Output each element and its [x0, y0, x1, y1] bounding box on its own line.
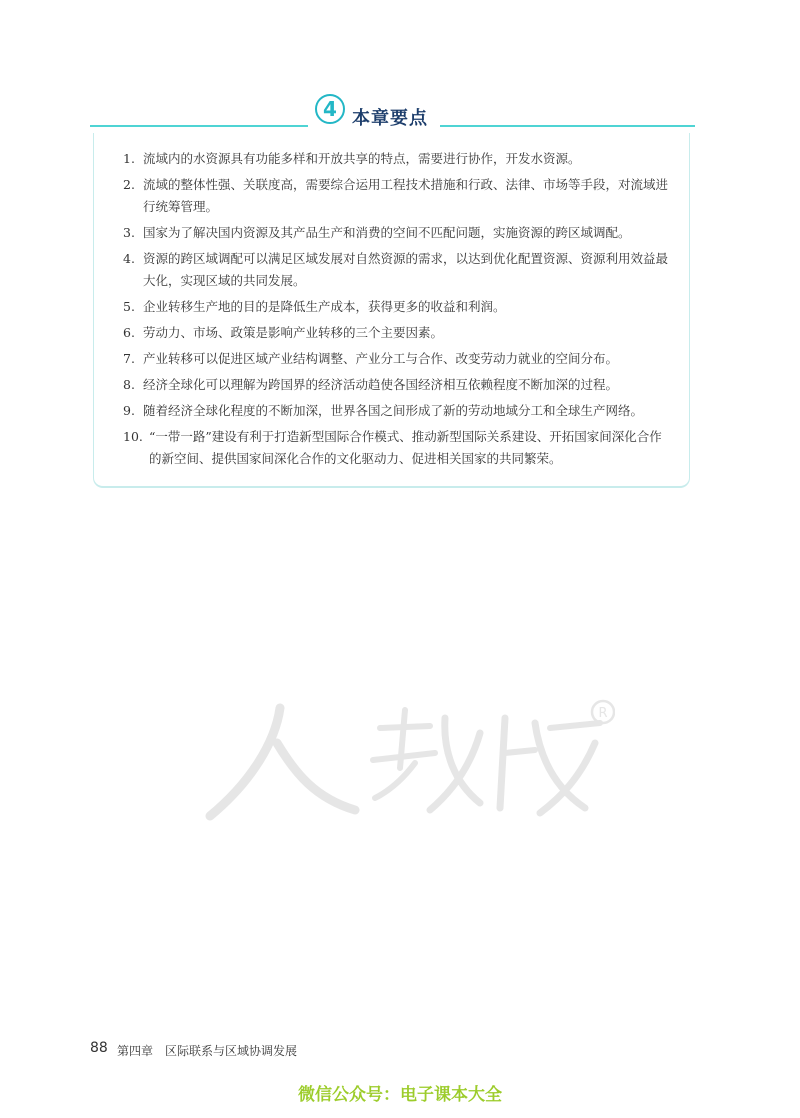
item-number: 2.: [123, 177, 135, 192]
list-item: [123, 348, 671, 370]
item-number: 8.: [123, 377, 135, 392]
item-text: 经济全球化可以理解为跨国界的经济活动趋使各国经济相互依赖程度不断加深的过程。: [143, 377, 619, 392]
item-text: 资源的跨区域调配可以满足区域发展对自然资源的需求，以达到优化配置资源、资源利用效益最大化，实现区域的共同发展。: [143, 251, 669, 288]
list-item: [123, 322, 671, 344]
badge-number: 4: [323, 97, 337, 121]
list-item: [123, 222, 671, 244]
list-item: [123, 174, 671, 218]
item-number: 9.: [123, 403, 135, 418]
section-title: 本章要点: [352, 108, 428, 129]
chapter-number-badge: [315, 94, 345, 124]
item-text: 国家为了解决国内资源及其产品生产和消费的空间不匹配问题，实施资源的跨区域调配。: [143, 225, 631, 240]
list-item: [123, 374, 671, 396]
list-item: [123, 248, 671, 292]
list-item: [123, 148, 671, 170]
item-number: 5.: [123, 299, 135, 314]
item-number: 10.: [123, 429, 143, 444]
publisher-watermark-logo: [205, 698, 615, 828]
chapter-running-title: 第四章 区际联系与区域协调发展: [117, 1044, 298, 1058]
item-number: 7.: [123, 351, 135, 366]
source-credit: 微信公众号：电子课本大全: [298, 1085, 502, 1105]
item-number: 6.: [123, 325, 135, 340]
item-number: 1.: [123, 151, 135, 166]
list-item: [123, 400, 671, 422]
header-rule-left: [90, 125, 308, 127]
item-text: 随着经济全球化程度的不断加深，世界各国之间形成了新的劳动地域分工和全球生产网络。: [143, 403, 644, 418]
item-number: 4.: [123, 251, 135, 266]
item-text: 流域的整体性强、关联度高，需要综合运用工程技术措施和行政、法律、市场等手段，对流域进行统筹管理。: [143, 177, 669, 214]
list-item: [123, 426, 671, 470]
list-item: [123, 296, 671, 318]
item-text: 流域内的水资源具有功能多样和开放共享的特点，需要进行协作，开发水资源。: [143, 151, 581, 166]
item-text: 企业转移生产地的目的是降低生产成本，获得更多的收益和利润。: [143, 299, 506, 314]
svg-text:R: R: [598, 706, 608, 721]
header-rule-right: [440, 125, 695, 127]
item-text: “一带一路”建设有利于打造新型国际合作模式、推动新型国际关系建设、开拓国家间深化合作的新空间、提供国家间深化合作的文化驱动力、促进相关国家的共同繁荣。: [149, 429, 662, 466]
item-text: 产业转移可以促进区域产业结构调整、产业分工与合作、改变劳动力就业的空间分布。: [143, 351, 619, 366]
item-number: 3.: [123, 225, 135, 240]
key-points-list: [123, 148, 671, 474]
item-text: 劳动力、市场、政策是影响产业转移的三个主要因素。: [143, 325, 444, 340]
page-number: 88: [90, 1040, 108, 1056]
